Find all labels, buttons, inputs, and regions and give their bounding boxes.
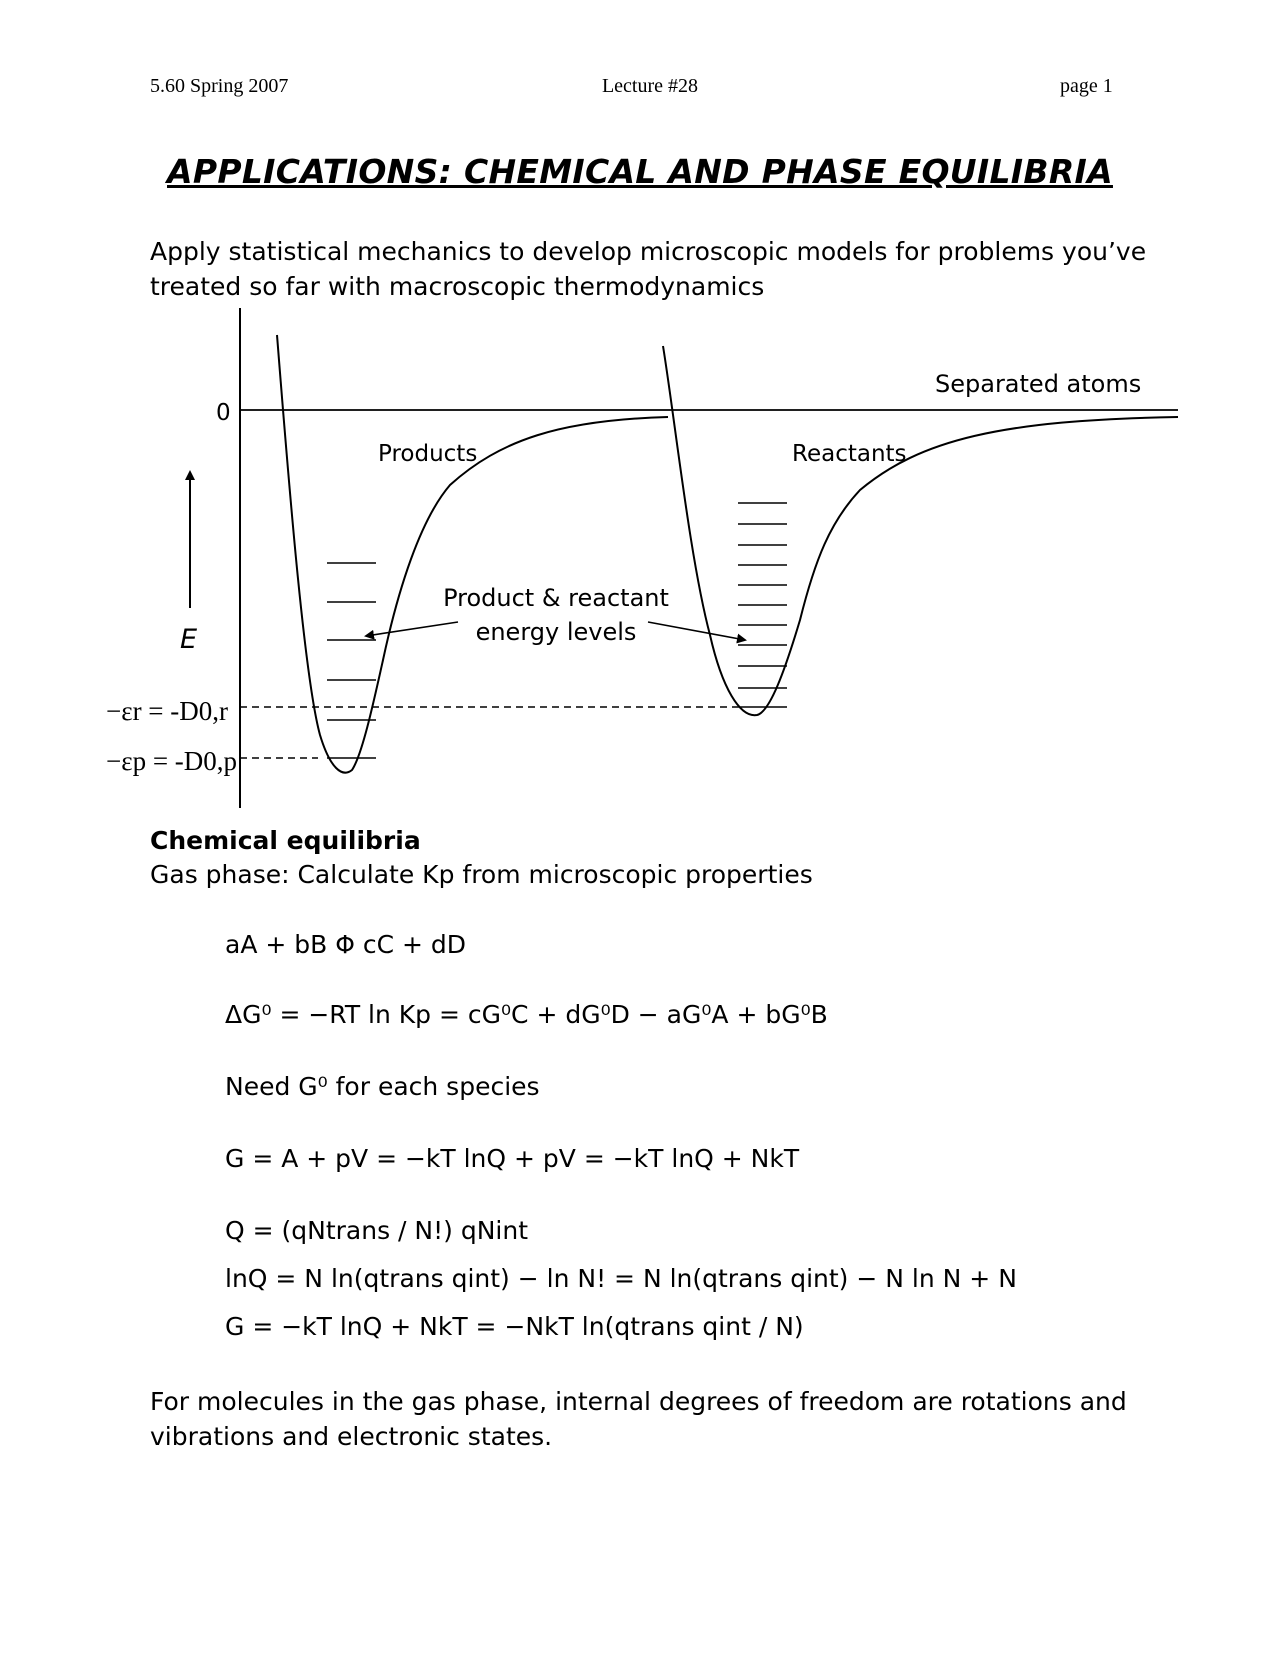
eps-r-label: −εr = -D0,r (106, 696, 229, 726)
energy-levels-label-line2: energy levels (475, 618, 637, 646)
header-lecture: Lecture #28 (601, 75, 699, 97)
gibbs-definition-equation: G = A + pV = −kT lnQ + pV = −kT lnQ + NkT (225, 1144, 800, 1173)
gibbs-result-equation: G = −kT lnQ + NkT = −NkT ln(qtrans qint / N) (225, 1312, 804, 1341)
gas-phase-text: Gas phase: Calculate Kp from microscopic properties (150, 860, 813, 889)
header-page-number: page 1 (1060, 75, 1113, 97)
product-energy-levels (327, 563, 376, 758)
products-label: Products (378, 441, 478, 467)
eps-p-label: −εp = -D0,p (106, 746, 238, 776)
need-g-text: Need G⁰ for each species (225, 1072, 540, 1101)
partition-function-equation: Q = (qNtrans / N!) qNint (225, 1216, 529, 1245)
levels-arrow-left (366, 622, 458, 636)
page-title: APPLICATIONS: CHEMICAL AND PHASE EQUILIBRIA (167, 152, 1113, 191)
header-course: 5.60 Spring 2007 (150, 75, 289, 97)
zero-label: 0 (216, 400, 231, 426)
reactants-label: Reactants (792, 441, 907, 467)
ln-q-equation: lnQ = N ln(qtrans qint) − ln N! = N ln(qtrans qint) − N ln N + N (225, 1264, 1017, 1293)
reactants-potential-curve (663, 346, 1178, 715)
potential-energy-diagram (0, 300, 1280, 820)
energy-axis-label: E (180, 624, 198, 655)
delta-g-equation: ΔG⁰ = −RT ln Kp = cG⁰C + dG⁰D − aG⁰A + bG⁰B (225, 1000, 828, 1029)
energy-levels-label-line1: Product & reactant (443, 584, 669, 612)
reactant-energy-levels (738, 503, 787, 707)
intro-paragraph: Apply statistical mechanics to develop microscopic models for problems you’ve treated so far with macroscopic thermodynamics (150, 237, 1147, 301)
outro-paragraph: For molecules in the gas phase, internal degrees of freedom are rotations and vibrations and electronic states. (150, 1387, 1127, 1451)
section-heading-chemical-equilibria: Chemical equilibria (150, 826, 421, 855)
levels-arrow-right (648, 622, 745, 640)
reaction-equation: aA + bB Φ cC + dD (225, 930, 467, 959)
separated-atoms-label: Separated atoms (935, 370, 1142, 398)
